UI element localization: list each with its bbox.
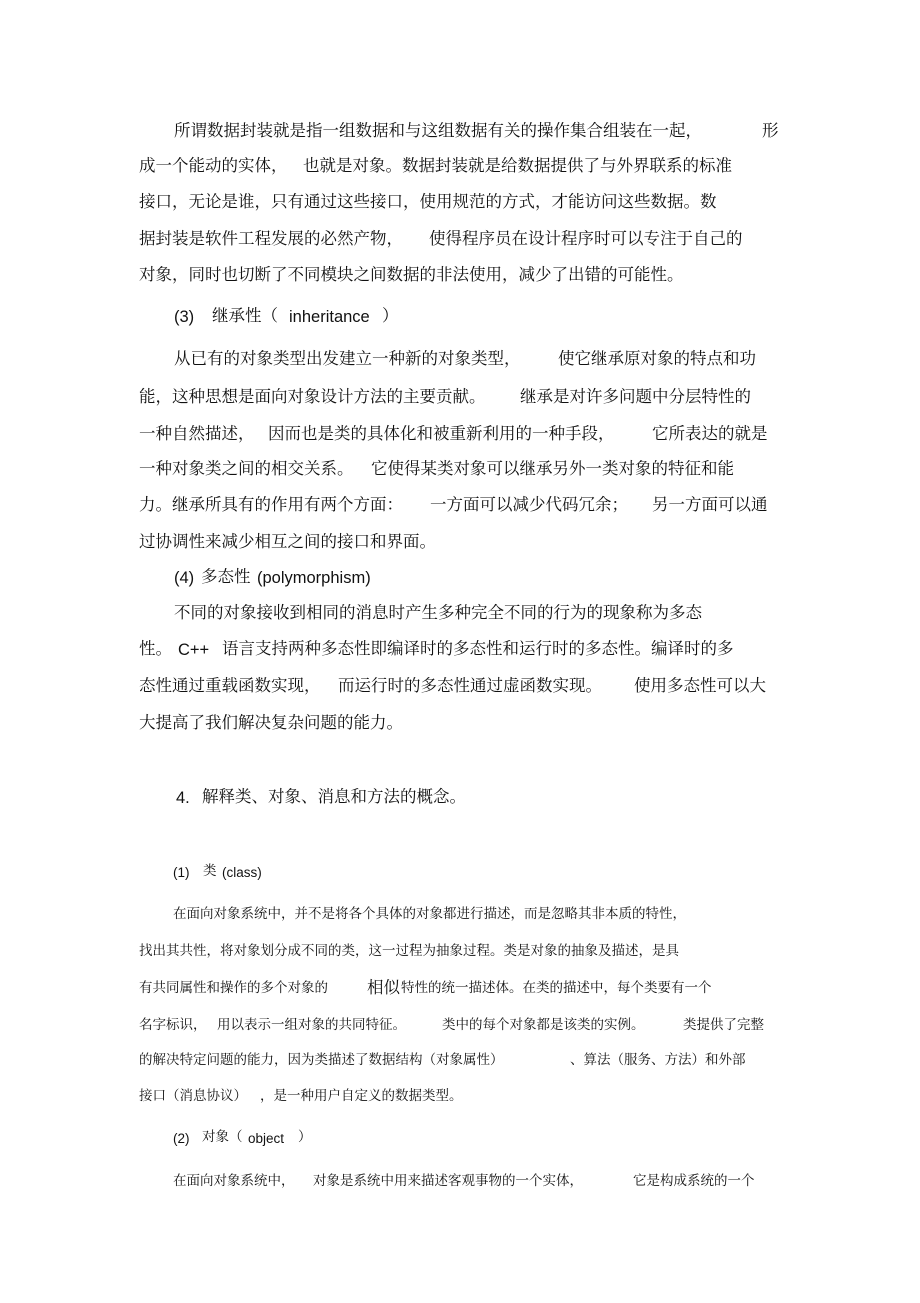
sub-2-close: ） bbox=[298, 1129, 312, 1145]
section-4-title: 解释类、对象、消息和方法的概念。 bbox=[202, 787, 466, 806]
para5-line3b: 特性的统一描述体。在类的描述中，每个类要有一个 bbox=[401, 980, 712, 996]
heading-4-label: 多态性 bbox=[201, 567, 251, 586]
para1-line2a: 成一个能动的实体， bbox=[139, 156, 288, 175]
sub-1-english: (class) bbox=[222, 865, 262, 880]
para4-line2b: 语言支持两种多态性即编译时的多态性和运行时的多态性。编译时的多 bbox=[222, 639, 734, 658]
para1-line2b: 也就是对象。数据封装就是给数据提供了与外界联系的标准 bbox=[303, 156, 732, 175]
para4-line3b: 而运行时的多态性通过虚函数实现。 bbox=[338, 676, 602, 695]
para4-line2a: 性。 bbox=[139, 639, 172, 658]
para1-line3: 接口，无论是谁，只有通过这些接口，使用规范的方式，才能访问这些数据。数 bbox=[139, 192, 717, 211]
para6-line1c: 它是构成系统的一个 bbox=[633, 1173, 755, 1189]
para3-line2a: 能，这种思想是面向对象设计方法的主要贡献。 bbox=[139, 387, 486, 406]
para1-line1-tail: 形 bbox=[762, 121, 779, 140]
sub-2-english: object bbox=[248, 1131, 285, 1146]
sub-2-number: (2) bbox=[173, 1131, 190, 1146]
heading-4-english: (polymorphism) bbox=[257, 569, 371, 587]
para3-line5b: 一方面可以减少代码冗余； bbox=[430, 495, 628, 514]
para6-line1a: 在面向对象系统中， bbox=[173, 1173, 295, 1189]
para5-line5b: 、算法（服务、方法）和外部 bbox=[570, 1052, 746, 1068]
para3-line5a: 力。继承所具有的作用有两个方面： bbox=[139, 495, 403, 514]
para1-line4a: 据封装是软件工程发展的必然产物， bbox=[139, 229, 403, 248]
para3-line1b: 使它继承原对象的特点和功 bbox=[558, 349, 756, 368]
para4-line1: 不同的对象接收到相同的消息时产生多种完全不同的行为的现象称为多态 bbox=[174, 603, 702, 622]
para5-line4a: 名字标识， bbox=[139, 1017, 207, 1033]
para5-line4c: 类中的每个对象都是该类的实例。 bbox=[442, 1017, 645, 1033]
para1-line5: 对象，同时也切断了不同模块之间数据的非法使用，减少了出错的可能性。 bbox=[139, 265, 684, 284]
sub-2-label: 对象（ bbox=[202, 1129, 243, 1145]
para3-line5c: 另一方面可以通 bbox=[652, 495, 768, 514]
heading-3-close: ） bbox=[382, 306, 399, 325]
para4-line3a: 态性通过重载函数实现， bbox=[139, 676, 321, 695]
para6-line1b: 对象是系统中用来描述客观事物的一个实体， bbox=[313, 1173, 583, 1189]
heading-3-english: inheritance bbox=[289, 308, 370, 326]
sub-1-label: 类 bbox=[203, 863, 217, 879]
para3-line1a: 从已有的对象类型出发建立一种新的对象类型， bbox=[174, 349, 521, 368]
heading-4-number: (4) bbox=[174, 569, 195, 587]
para5-line6b: ，是一种用户自定义的数据类型。 bbox=[260, 1088, 463, 1104]
para4-line3c: 使用多态性可以大 bbox=[634, 676, 766, 695]
para1-line4b: 使得程序员在设计程序时可以专注于自己的 bbox=[429, 229, 743, 248]
para5-line4b: 用以表示一组对象的共同特征。 bbox=[217, 1017, 406, 1033]
para5-line5a: 的解决特定问题的能力，因为类描述了数据结构（对象属性） bbox=[139, 1052, 504, 1068]
para3-line4b: 它使得某类对象可以继承另外一类对象的特征和能 bbox=[371, 459, 734, 478]
section-4-number: 4. bbox=[176, 789, 190, 807]
para4-line2-cpp: C++ bbox=[178, 641, 210, 659]
para5-line1: 在面向对象系统中，并不是将各个具体的对象都进行描述，而是忽略其非本质的特性， bbox=[173, 906, 686, 922]
para5-line6a: 接口（消息协议） bbox=[139, 1088, 247, 1104]
para5-line4d: 类提供了完整 bbox=[683, 1017, 764, 1033]
para3-line3b: 因而也是类的具体化和被重新利用的一种手段， bbox=[268, 424, 615, 443]
para3-line3c: 它所表达的就是 bbox=[652, 424, 768, 443]
para1-line1: 所谓数据封装就是指一组数据和与这组数据有关的操作集合组装在一起， bbox=[174, 121, 702, 140]
sub-1-number: (1) bbox=[173, 865, 190, 880]
heading-3-number: (3) bbox=[174, 308, 195, 326]
para4-line4: 大提高了我们解决复杂问题的能力。 bbox=[139, 713, 403, 732]
para5-line3-emph: 相似 bbox=[367, 978, 400, 997]
para3-line6: 过协调性来减少相互之间的接口和界面。 bbox=[139, 532, 436, 551]
para5-line2: 找出其共性，将对象划分成不同的类，这一过程为抽象过程。类是对象的抽象及描述，是具 bbox=[139, 943, 679, 959]
para3-line3a: 一种自然描述， bbox=[139, 424, 255, 443]
heading-3-label: 继承性（ bbox=[212, 306, 278, 325]
para5-line3a: 有共同属性和操作的多个对象的 bbox=[139, 980, 328, 996]
para3-line2b: 继承是对许多问题中分层特性的 bbox=[520, 387, 751, 406]
para3-line4a: 一种对象类之间的相交关系。 bbox=[139, 459, 354, 478]
